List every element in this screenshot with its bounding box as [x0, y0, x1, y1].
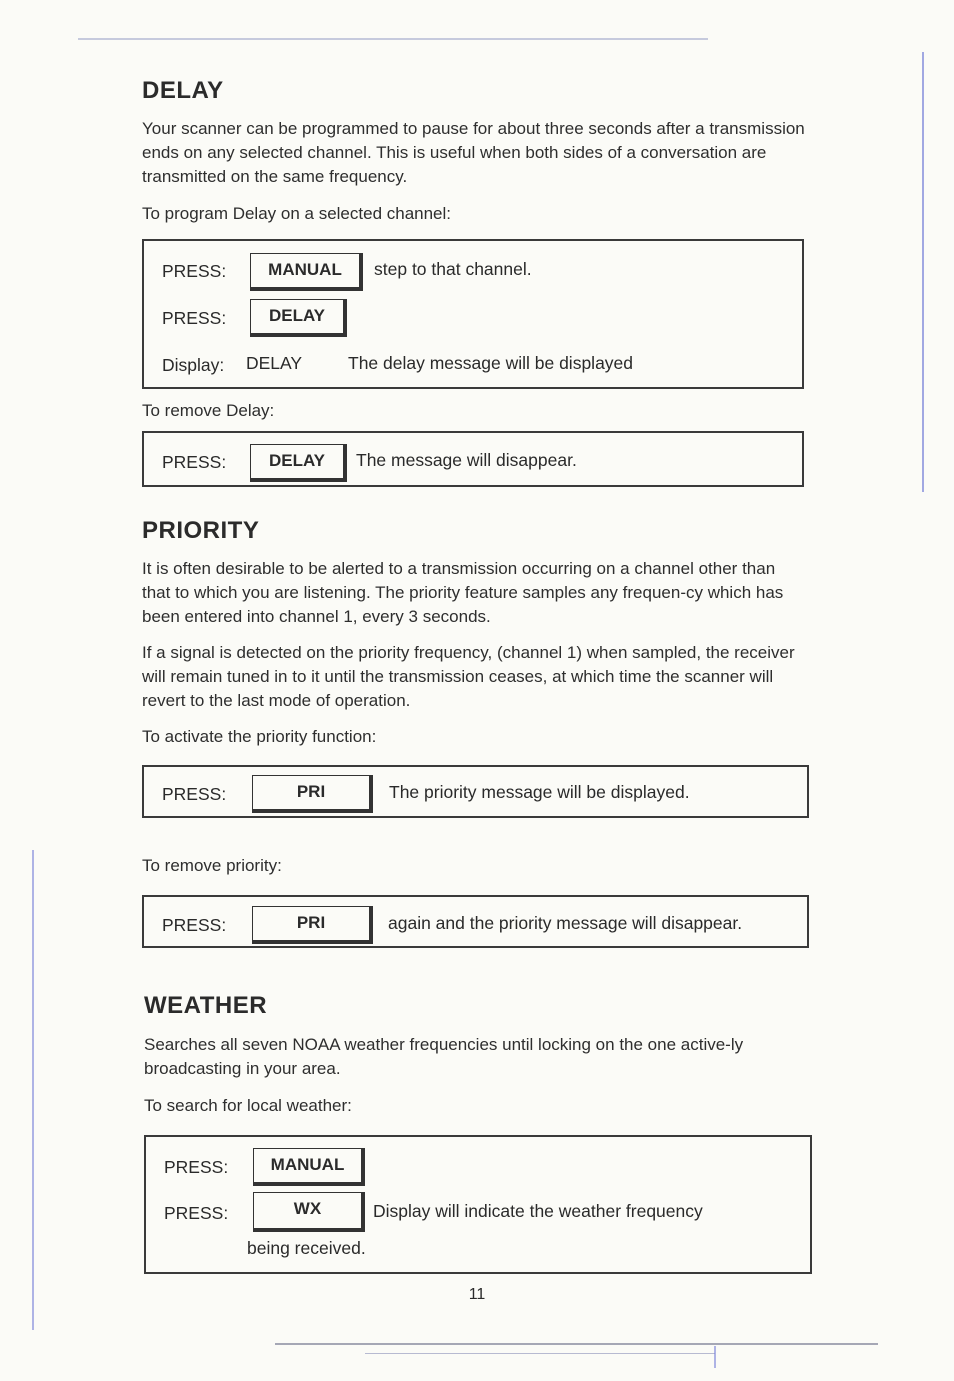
- press-label: PRESS:: [162, 308, 227, 328]
- pri-key[interactable]: PRI: [252, 775, 373, 813]
- priority-heading: PRIORITY: [142, 517, 260, 544]
- press-label: PRESS:: [164, 1157, 229, 1177]
- delay-row-manual: [162, 259, 226, 283]
- priority-remove-row: [162, 913, 226, 937]
- delay-remove-row: [162, 450, 226, 474]
- delay-program-label: To program Delay on a selected channel:: [142, 204, 452, 223]
- delay-remove-desc: The message will disappear.: [356, 450, 577, 470]
- priority-activate-desc: The priority message will be displayed.: [389, 782, 690, 802]
- delay-key[interactable]: DELAY: [250, 444, 347, 482]
- priority-activate-row: [162, 782, 226, 806]
- page-number: 11: [468, 1286, 486, 1303]
- scan-line-right: [922, 52, 924, 492]
- display-desc: The delay message will be displayed: [348, 353, 634, 373]
- wx-key[interactable]: WX: [253, 1192, 365, 1232]
- priority-para-2: If a signal is detected on the priority frequency, (channel 1) when sampled, the receiver will remain tuned in to it until the transmission ceases, at which time the scanner will revert to the last mode of operation.: [142, 643, 795, 710]
- delay-intro: Your scanner can be programmed to pause for about three seconds after a transmission ends on any selected channel. This is useful when both sides of a conversation are transmitted on the same frequency.: [142, 119, 805, 186]
- press-label: PRESS:: [162, 261, 227, 281]
- manual-key[interactable]: MANUAL: [253, 1148, 365, 1186]
- weather-search-label: To search for local weather:: [144, 1096, 352, 1115]
- delay-remove-label: To remove Delay:: [142, 401, 275, 420]
- weather-row-manual: [164, 1155, 228, 1179]
- delay-remove-box: [142, 431, 804, 487]
- pri-key[interactable]: PRI: [252, 906, 373, 944]
- delay-heading: DELAY: [142, 77, 224, 104]
- scan-line-bottom-tick: [714, 1346, 716, 1368]
- delay-key[interactable]: DELAY: [250, 299, 347, 337]
- display-value: DELAY: [246, 353, 303, 373]
- delay-program-box: [142, 239, 804, 389]
- press-label: PRESS:: [162, 915, 227, 935]
- press-label: PRESS:: [164, 1203, 229, 1223]
- delay-row-manual-desc: step to that channel.: [374, 259, 532, 279]
- manual-key[interactable]: MANUAL: [250, 253, 363, 291]
- scan-line-bottom-2: [365, 1353, 715, 1354]
- priority-remove-desc: again and the priority message will disappear.: [388, 913, 743, 933]
- scan-line-bottom: [275, 1343, 878, 1345]
- weather-row-wx: [164, 1201, 228, 1225]
- priority-remove-label: To remove priority:: [142, 856, 282, 875]
- scan-line-left: [32, 850, 34, 1330]
- delay-row-display: [162, 353, 224, 377]
- weather-box: [144, 1135, 812, 1274]
- priority-para-1: It is often desirable to be alerted to a transmission occurring on a channel other than that to which you are listening. The priority feature samples any frequen-cy which has been entered into channel 1, every 3 seconds.: [142, 559, 784, 626]
- display-label: Display:: [162, 355, 225, 375]
- press-label: PRESS:: [162, 452, 227, 472]
- delay-row-delay: [162, 306, 226, 330]
- press-label: PRESS:: [162, 784, 227, 804]
- weather-wx-desc: Display will indicate the weather frequency: [373, 1201, 703, 1221]
- priority-remove-box: [142, 895, 809, 948]
- weather-heading: WEATHER: [144, 992, 268, 1019]
- weather-wx-desc-cont: being received.: [247, 1238, 366, 1258]
- priority-activate-box: [142, 765, 809, 818]
- priority-activate-label: To activate the priority function:: [142, 727, 377, 746]
- weather-para: Searches all seven NOAA weather frequencies until locking on the one active-ly broadcasting in your area.: [144, 1035, 744, 1078]
- scan-line-top: [78, 38, 708, 40]
